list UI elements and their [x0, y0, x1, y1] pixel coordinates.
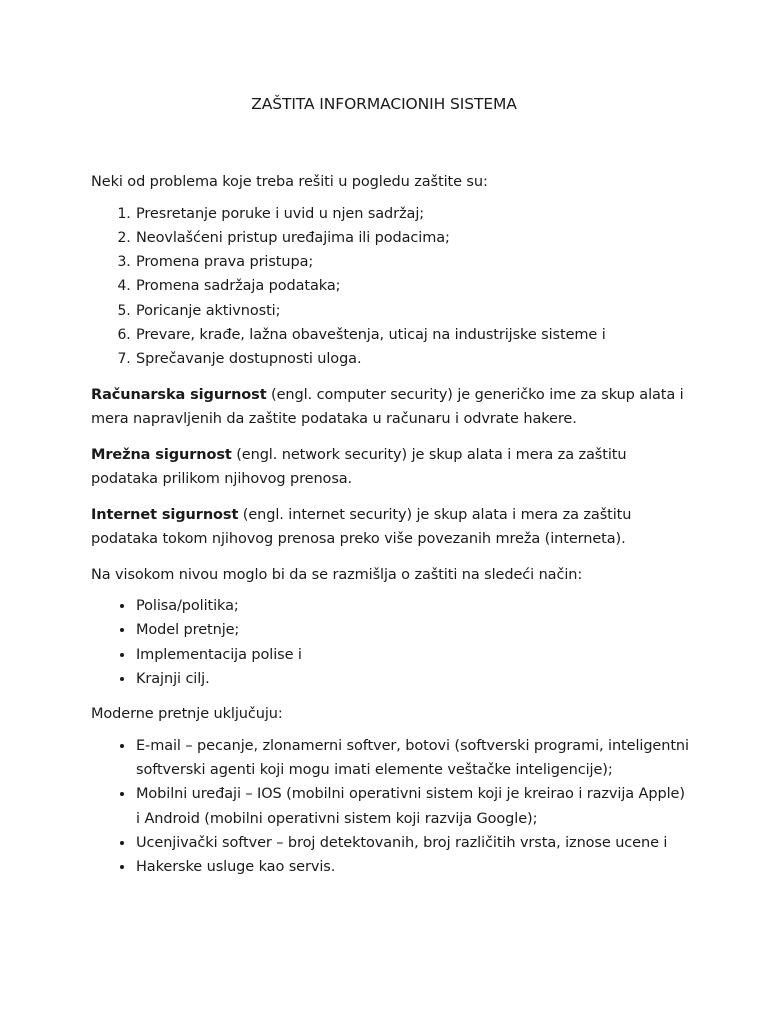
- list-item: 1. Presretanje poruke i uvid u njen sadržaj;: [135, 202, 691, 226]
- definition-term: Računarska sigurnost: [91, 386, 267, 403]
- definition-text: (engl. computer security) je generičko ime za skup alata i mera napravljenih da zaštite podataka u računaru i odvrate hakere.: [91, 386, 684, 428]
- list-item: • Mobilni uređaji – IOS (mobilni operativni sistem koji je kreirao i razvija Apple) i Android (mobilni operativni sistem koji razvija Google);: [135, 782, 691, 831]
- list-item: • Ucenjivački softver – broj detektovanih, broj različitih vrsta, iznose ucene i: [135, 831, 691, 855]
- list-item: • Polisa/politika;: [135, 594, 691, 618]
- definition-text: (engl. internet security) je skup alata i mera za zaštitu podataka tokom njihovog prenosa preko više povezanih mreža (interneta).: [91, 506, 632, 548]
- list-item: 6. Prevare, krađe, lažna obaveštenja, uticaj na industrijske sisteme i: [135, 323, 691, 347]
- list-item: 7. Sprečavanje dostupnosti uloga.: [135, 347, 691, 371]
- definition-text: (engl. network security) je skup alata i mera za zaštitu podataka prilikom njihovog prenosa.: [91, 446, 627, 488]
- list-item: 5. Poricanje aktivnosti;: [135, 299, 691, 323]
- problems-intro: Neki od problema koje treba rešiti u pogledu zaštite su:: [91, 174, 488, 190]
- list-item: • Implementacija polise i: [135, 643, 691, 667]
- list-item: • Krajnji cilj.: [135, 667, 691, 691]
- problems-list: [91, 202, 691, 372]
- high-level-intro: Na visokom nivou moglo bi da se razmišlja o zaštiti na sledeći način:: [91, 566, 583, 583]
- definition-network-security: [91, 443, 691, 492]
- list-item: 4. Promena sadržaja podataka;: [135, 274, 691, 298]
- definition-computer-security: [91, 383, 691, 432]
- definition-term: Internet sigurnost: [91, 506, 239, 523]
- document-body: [91, 170, 691, 891]
- list-item: • Model pretnje;: [135, 618, 691, 642]
- list-item: 2. Neovlašćeni pristup uređajima ili podacima;: [135, 226, 691, 250]
- list-item: • E-mail – pecanje, zlonamerni softver, botovi (softverski programi, inteligentni softverski agenti koji mogu imati elemente veštačke inteligencije);: [135, 734, 691, 783]
- threats-list: [91, 734, 691, 880]
- threats-intro: Moderne pretnje uključuju:: [91, 706, 283, 723]
- definition-term: Mrežna sigurnost: [91, 446, 232, 463]
- list-item: • Hakerske usluge kao servis.: [135, 855, 691, 879]
- high-level-list: [91, 594, 691, 691]
- document-title: ZAŠTITA INFORMACIONIH SISTEMA: [251, 95, 517, 113]
- list-item: 3. Promena prava pristupa;: [135, 250, 691, 274]
- definition-internet-security: [91, 503, 691, 552]
